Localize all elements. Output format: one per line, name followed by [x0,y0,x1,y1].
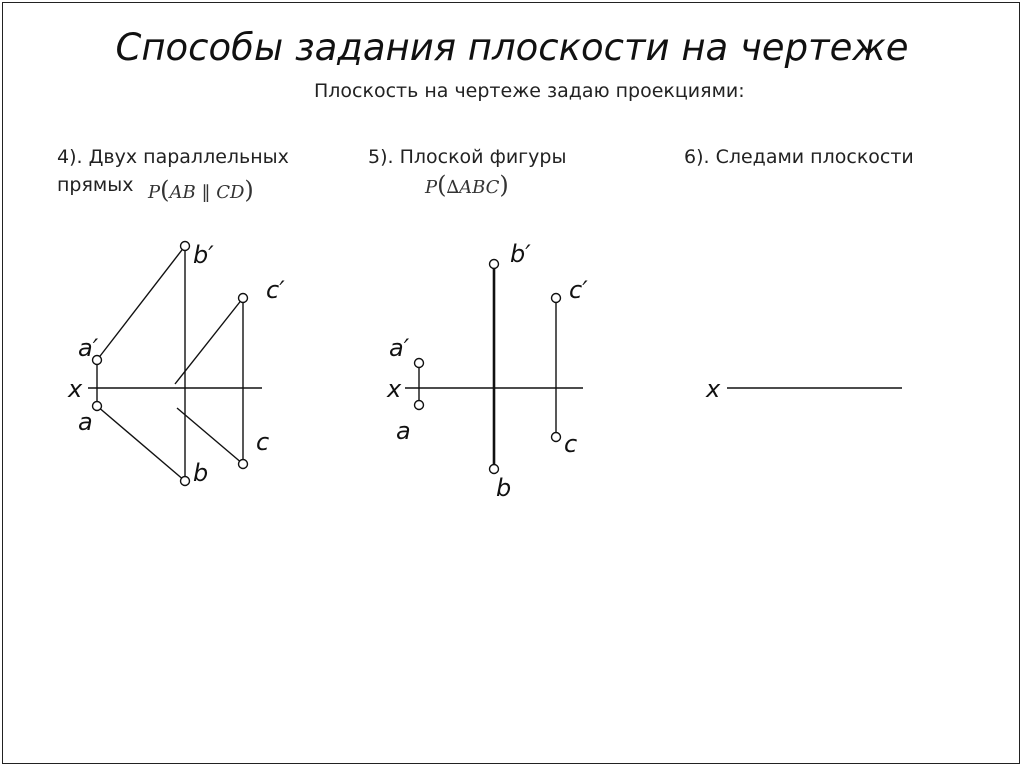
slide-title: Способы задания плоскости на чертеже [115,26,909,69]
label-x: x [387,375,402,403]
formula-close-paren: ) [499,171,509,199]
point-a [415,401,424,410]
formula-line-cd: CD [216,182,245,203]
formula-plane-symbol: P [425,177,438,198]
formula-close-paren: ) [244,176,254,204]
label-c: c [256,428,270,456]
case-6-heading-line1: 6). Следами плоскости [684,146,914,168]
formula-triangle-abc: ∆ABC [446,177,500,198]
label-a-prime: a′ [389,334,410,362]
formula-line-ab: AB [169,182,196,203]
point-c-prime [239,294,248,303]
formula-open-paren: ( [437,171,447,199]
label-b-prime: b′ [510,240,531,268]
formula-open-paren: ( [160,176,170,204]
label-x: x [706,375,721,403]
projection-ab [97,406,185,481]
slide-subtitle: Плоскость на чертеже задаю проекциями: [314,80,745,102]
label-x: x [68,375,83,403]
point-c-prime [552,294,561,303]
point-a-prime [415,359,424,368]
label-b: b [496,474,512,502]
label-a-prime: a′ [78,334,99,362]
point-a [93,402,102,411]
label-c-prime: c′ [266,276,285,304]
formula-parallel-sign: ‖ [195,182,217,203]
label-b-prime: b′ [193,241,214,269]
label-a: a [78,408,93,436]
case-4-heading-line1: 4). Двух параллельных [57,146,289,168]
label-b: b [193,459,209,487]
formula-plane-symbol: P [148,182,161,203]
point-b [490,465,499,474]
label-c-prime: c′ [569,276,588,304]
point-b-prime [490,260,499,269]
case-4-heading-line2: прямых [57,174,134,196]
case-5-heading-line1: 5). Плоской фигуры [368,146,567,168]
label-a: a [396,417,411,445]
point-c [552,433,561,442]
point-b [181,477,190,486]
projection-cd [177,408,243,464]
label-c: c [564,430,578,458]
projection-a-prime-b-prime [97,246,185,360]
point-c [239,460,248,469]
point-b-prime [181,242,190,251]
